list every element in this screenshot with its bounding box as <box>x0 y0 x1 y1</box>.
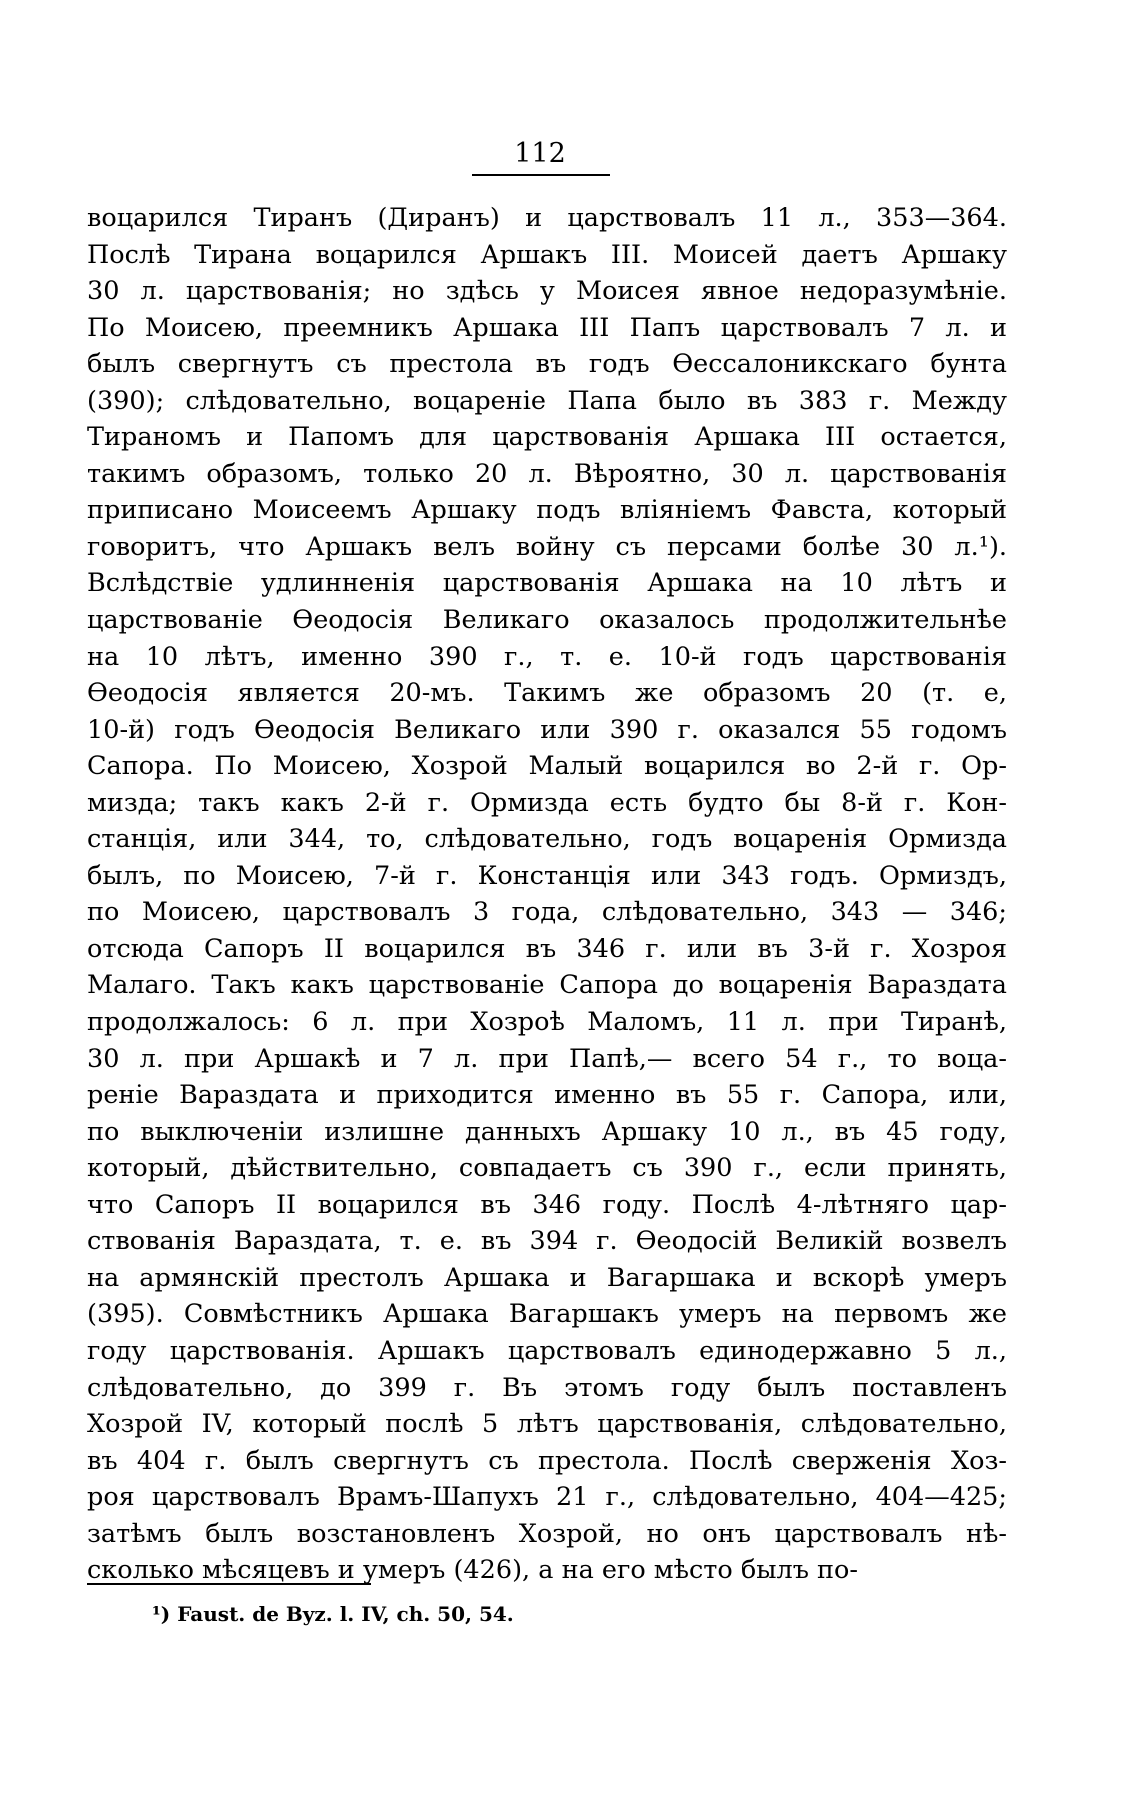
page-number-rule <box>472 174 610 176</box>
text-line: сколько мѣсяцевъ и умеръ (426), а на его мѣсто былъ по- <box>87 1555 858 1586</box>
page-number: 112 <box>514 138 566 169</box>
text-line: (395). Совмѣстникъ Аршака Вагаршакъ умеръ на первомъ же <box>87 1299 1007 1330</box>
text-line: Сапора. По Моисею, Хозрой Малый воцарился во 2-й г. Ор- <box>87 751 1007 782</box>
text-line: говоритъ, что Аршакъ велъ войну съ персами болѣе 30 л.¹). <box>87 531 1007 562</box>
text-line: царствованіе Ѳеодосія Великаго оказалось продолжительнѣе <box>87 605 1007 636</box>
text-line: на армянскій престолъ Аршака и Вагаршака и вскорѣ умеръ <box>87 1262 1007 1293</box>
footnote-marker: ¹) <box>152 1602 171 1626</box>
footnote-text: Faust. de Byz. l. IV, ch. 50, 54. <box>177 1602 514 1626</box>
text-line: отсюда Сапоръ II воцарился въ 346 г. или въ 3-й г. Хозроя <box>87 933 1007 964</box>
text-line: Тираномъ и Папомъ для царствованія Аршака III остается, <box>87 422 1007 453</box>
text-line: воцарился Тиранъ (Диранъ) и царствовалъ 11 л., 353—364. <box>87 203 1007 233</box>
footnote <box>152 1600 514 1628</box>
text-line: 30 л. при Аршакѣ и 7 л. при Папѣ,— всего 54 г., то воца- <box>87 1043 1007 1074</box>
text-line: слѣдовательно, до 399 г. Въ этомъ году былъ поставленъ <box>87 1372 1007 1403</box>
text-line: Малаго. Такъ какъ царствованіе Сапора до воцаренія Вараздата <box>87 970 1007 1001</box>
text-line: 10-й) годъ Ѳеодосія Великаго или 390 г. оказался 55 годомъ <box>87 714 1007 745</box>
text-line: по выключеніи излишне данныхъ Аршаку 10 л., въ 45 году, <box>87 1116 1007 1147</box>
text-line: Послѣ Тирана воцарился Аршакъ III. Моисей даетъ Аршаку <box>87 239 1007 270</box>
text-line: реніе Вараздата и приходится именно въ 55 г. Сапора, или, <box>87 1080 1007 1111</box>
text-line: роя царствовалъ Врамъ-Шапухъ 21 г., слѣдовательно, 404—425; <box>87 1482 1007 1513</box>
text-line: году царствованія. Аршакъ царствовалъ единодержавно 5 л., <box>87 1335 1007 1366</box>
text-line: Ѳеодосія является 20-мъ. Такимъ же образомъ 20 (т. е, <box>87 678 1007 709</box>
body-text <box>87 200 1007 1589</box>
footnote-rule <box>87 1583 371 1585</box>
text-line: Хозрой IV, который послѣ 5 лѣтъ царствованія, слѣдовательно, <box>87 1409 1007 1440</box>
text-line: который, дѣйствительно, совпадаетъ съ 390 г., если принять, <box>87 1153 1007 1184</box>
text-line: на 10 лѣтъ, именно 390 г., т. е. 10-й годъ царствованія <box>87 641 1007 672</box>
text-line: Вслѣдствіе удлинненія царствованія Аршака на 10 лѣтъ и <box>87 568 1007 599</box>
text-line: продолжалось: 6 л. при Хозроѣ Маломъ, 11 л. при Тиранѣ, <box>87 1007 1007 1038</box>
text-line: 30 л. царствованія; но здѣсь у Моисея явное недоразумѣніе. <box>87 276 1007 307</box>
text-line: въ 404 г. былъ свергнутъ съ престола. Послѣ сверженія Хоз- <box>87 1445 1007 1476</box>
text-line: былъ свергнутъ съ престола въ годъ Ѳессалоникскаго бунта <box>87 349 1007 380</box>
text-line: По Моисею, преемникъ Аршака III Папъ царствовалъ 7 л. и <box>87 312 1007 343</box>
text-line: былъ, по Моисею, 7-й г. Констанція или 343 годъ. Ормиздъ, <box>87 860 1007 891</box>
text-line: по Моисею, царствовалъ 3 года, слѣдовательно, 343 — 346; <box>87 897 1007 928</box>
text-line: мизда; такъ какъ 2-й г. Ормизда есть будто бы 8-й г. Кон- <box>87 787 1007 818</box>
text-line: приписано Моисеемъ Аршаку подъ вліяніемъ Фавста, который <box>87 495 1007 526</box>
text-line: затѣмъ былъ возстановленъ Хозрой, но онъ царствовалъ нѣ- <box>87 1518 1007 1549</box>
text-line: что Сапоръ II воцарился въ 346 году. Послѣ 4-лѣтняго цар- <box>87 1189 1007 1220</box>
text-line: станція, или 344, то, слѣдовательно, годъ воцаренія Ормизда <box>87 824 1007 855</box>
text-line: такимъ образомъ, только 20 л. Вѣроятно, 30 л. царствованія <box>87 458 1007 489</box>
text-line: ствованія Вараздата, т. е. въ 394 г. Ѳеодосій Великій возвелъ <box>87 1226 1007 1257</box>
text-line: (390); слѣдовательно, воцареніе Папа было въ 383 г. Между <box>87 385 1007 416</box>
